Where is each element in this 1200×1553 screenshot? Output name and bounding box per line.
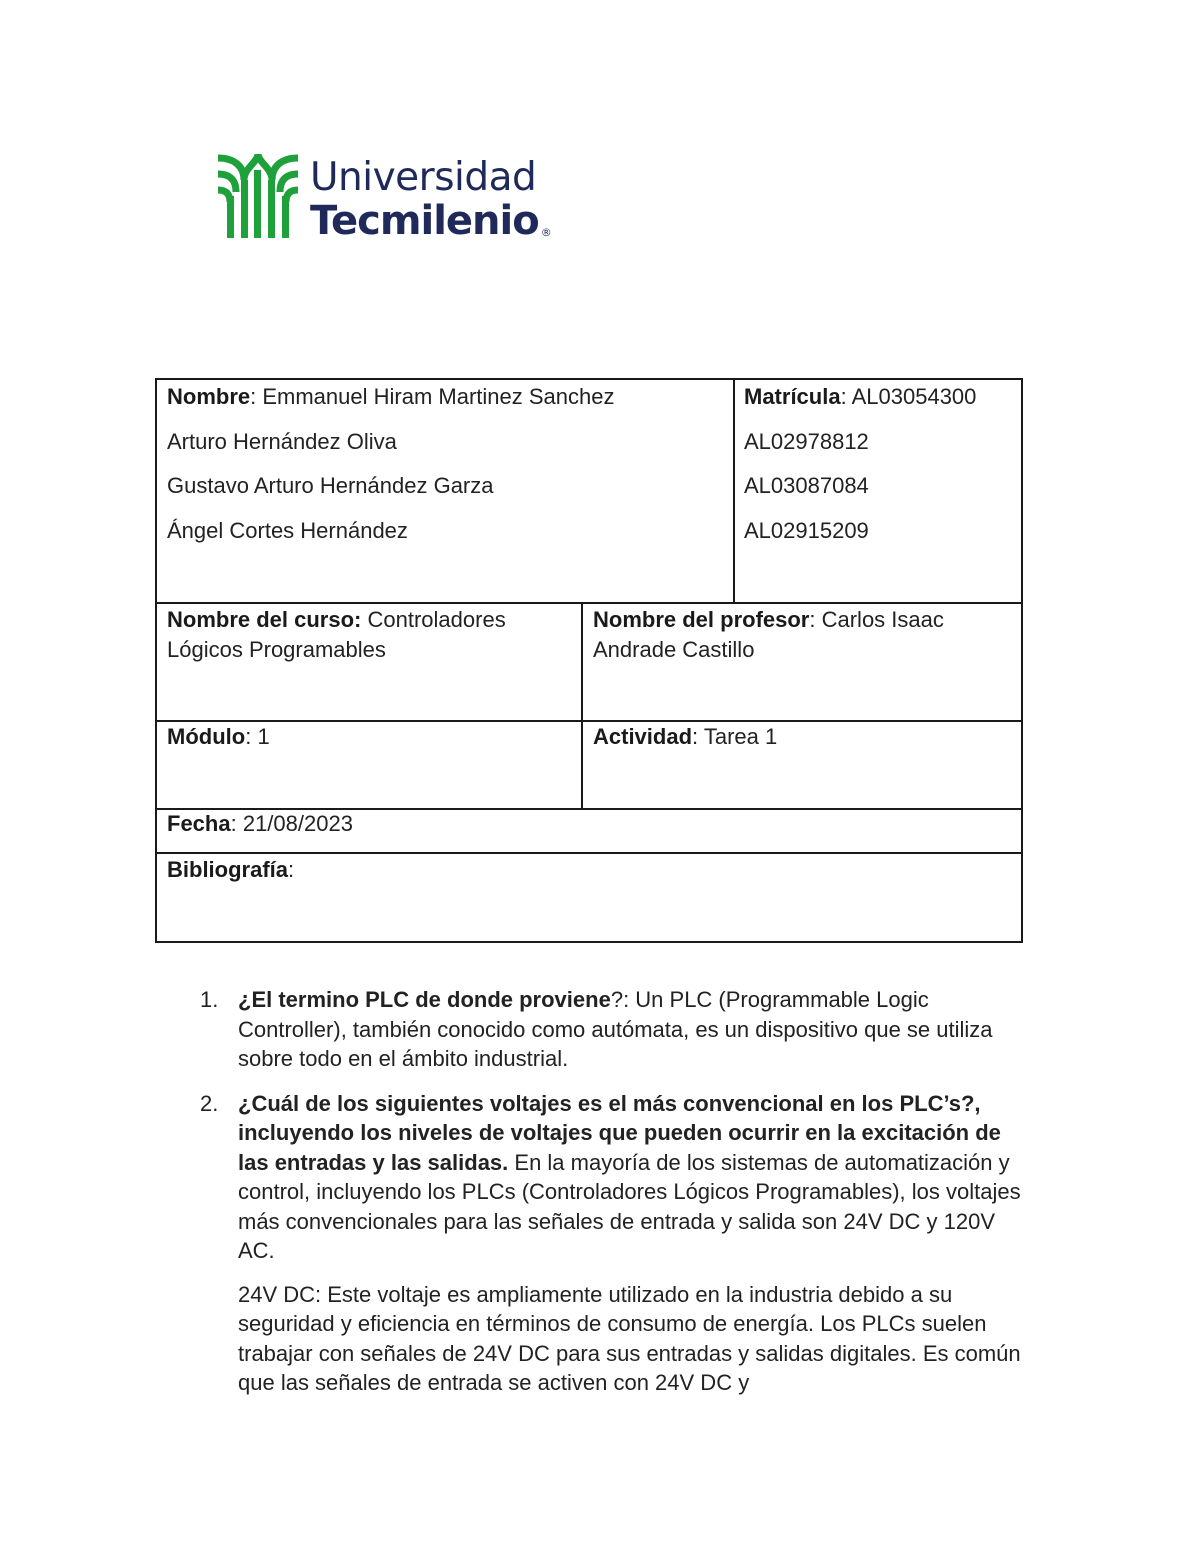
nombre-value-3: Gustavo Arturo Hernández Garza — [167, 473, 494, 498]
question-heading: ¿Cuál de los siguientes voltajes es el más convencional en los PLC’s?, incluyendo los niveles de voltajes que pueden ocurrir en la excitación de las entradas y las salidas. — [238, 1090, 1001, 1175]
profesor-value: Carlos Isaac Andrade Castillo — [593, 607, 944, 662]
question-heading: ¿El termino PLC de donde proviene — [238, 987, 611, 1012]
colon: : — [840, 384, 852, 409]
profesor-text — [593, 605, 1011, 665]
bibliografia-cell — [155, 852, 1023, 943]
answer-text: ?: Un PLC (Programmable Logic Controller), también conocido como autómata, es un dispositivo que se utiliza sobre todo en el ámbito industrial. — [238, 987, 993, 1071]
matricula-value-1: AL03054300 — [851, 384, 977, 409]
answer-paragraph-2: 24V DC: Este voltaje es ampliamente utilizado en la industria debido a su seguridad y eficiencia en términos de consumo de energía. Los PLCs suelen trabajar con señales de 24V DC para sus entradas y salidas digitales. Es común que las señales de entrada se activen con 24V DC y — [238, 1281, 1021, 1395]
nombre-cell — [155, 378, 735, 604]
curso-value: Controladores Lógicos Programables — [167, 607, 506, 662]
colon: : — [245, 724, 258, 749]
logo-tecmilenio-text: Tecmilenio — [310, 198, 539, 244]
logo-wordmark — [310, 155, 551, 244]
logo-line-universidad: Universidad — [310, 155, 537, 200]
question-number: 2. — [200, 1090, 219, 1116]
nombre-value-2: Arturo Hernández Oliva — [167, 428, 397, 454]
colon: : — [288, 857, 295, 882]
nombre-value-4: Ángel Cortes Hernández — [167, 517, 408, 543]
matricula-value-4: AL02915209 — [744, 517, 869, 543]
modulo-text — [167, 722, 571, 752]
question-item-1 — [200, 985, 1030, 1074]
modulo-cell — [155, 720, 583, 810]
fecha-cell — [155, 808, 1023, 854]
logo-line-tecmilenio — [310, 198, 551, 244]
curso-text — [167, 605, 571, 665]
questions-list — [200, 985, 1030, 1398]
fecha-value: 21/08/2023 — [242, 811, 353, 836]
nombre-line-1 — [167, 382, 724, 412]
fecha-text — [167, 809, 1011, 839]
question-item-2 — [200, 1089, 1030, 1398]
answer-text: En la mayoría de los sistemas de automatización y control, incluyendo los PLCs (Controladores Lógicos Programables), los voltajes más convencionales para las señales de entrada y salida son 24V DC y 120V AC. — [238, 1149, 1021, 1263]
matricula-line-1 — [744, 382, 1011, 412]
modulo-label: Módulo — [167, 724, 246, 749]
fecha-label: Fecha — [167, 811, 231, 836]
colon: : — [692, 724, 704, 749]
question-text — [238, 1089, 1030, 1266]
profesor-cell — [581, 602, 1023, 722]
colon: : — [809, 607, 822, 632]
tecmilenio-emblem-icon — [214, 150, 304, 242]
colon: : — [250, 384, 263, 409]
matricula-label: Matrícula — [744, 384, 841, 409]
university-logo — [214, 150, 551, 245]
curso-label: Nombre del curso: — [167, 607, 362, 632]
modulo-value: 1 — [257, 724, 270, 749]
curso-cell — [155, 602, 583, 722]
nombre-label: Nombre — [167, 384, 251, 409]
actividad-label: Actividad — [593, 724, 693, 749]
bibliografia-label: Bibliografía — [167, 857, 289, 882]
profesor-label: Nombre del profesor — [593, 607, 810, 632]
actividad-value: Tarea 1 — [703, 724, 778, 749]
matricula-cell — [733, 378, 1023, 604]
bibliografia-text — [167, 855, 1011, 885]
question-number: 1. — [200, 987, 219, 1012]
question-text — [238, 985, 1030, 1074]
actividad-text — [593, 722, 1011, 752]
colon: : — [230, 811, 243, 836]
matricula-value-3: AL03087084 — [744, 473, 869, 498]
nombre-value-1: Emmanuel Hiram Martinez Sanchez — [262, 384, 615, 409]
matricula-value-2: AL02978812 — [744, 428, 869, 454]
registered-mark: ® — [540, 226, 551, 239]
actividad-cell — [581, 720, 1023, 810]
